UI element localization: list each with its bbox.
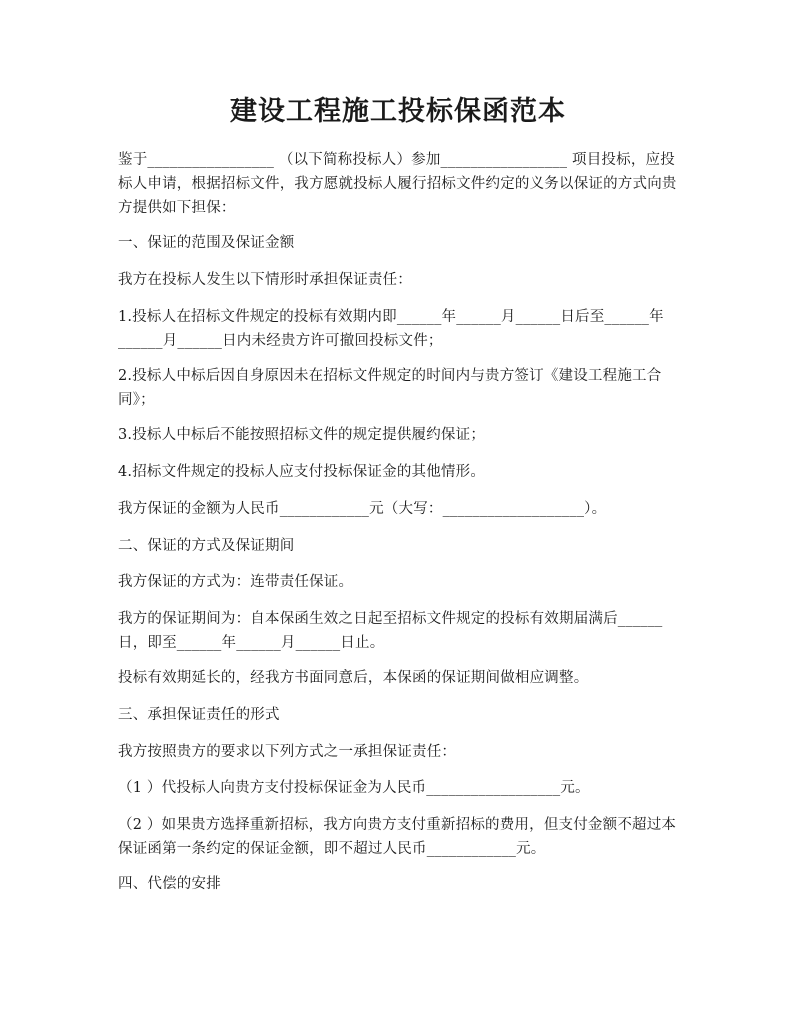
list-item-2: 2.投标人中标后因自身原因未在招标文件规定的时间内与贵方签订《建设工程施工合同》； <box>118 368 662 408</box>
section-heading-1: 一、保证的范围及保证金额 <box>118 235 295 251</box>
document-title: 建设工程施工投标保函范本 <box>230 96 566 127</box>
list-item-1: 1.投标人在招标文件规定的投标有效期内即______年______月______日后至______年______月______日内未经贵方许可撤回投标文件； <box>118 309 664 349</box>
list-item-4: 4.招标文件规定的投标人应支付投标保证金的其他情形。 <box>118 464 486 480</box>
paragraph: 我方按照贵方的要求以下列方式之一承担保证责任： <box>118 744 457 760</box>
list-item-option-2: （2 ）如果贵方选择重新招标，我方向贵方支付重新招标的费用，但支付金额不超过本保证函第一条约定的保证金额，即不超过人民币____________元。 <box>118 817 677 857</box>
section-heading-4: 四、代偿的安排 <box>118 876 221 892</box>
section-heading-2: 二、保证的方式及保证期间 <box>118 538 295 554</box>
paragraph: 我方在投标人发生以下情形时承担保证责任： <box>118 272 412 288</box>
section-heading-3: 三、承担保证责任的形式 <box>118 707 280 723</box>
paragraph-intro: 鉴于_________________ （以下简称投标人）参加_________________ 项目投标，应投标人申请，根据招标文件，我方愿就投标人履行招标文件约定的义务以保证的方式向贵方提供如下担保： <box>118 152 677 216</box>
list-item-3: 3.投标人中标后不能按照招标文件的规定提供履约保证； <box>118 427 486 443</box>
paragraph-period: 我方的保证期间为：自本保函生效之日起至招标文件规定的投标有效期届满后______日，即至______年______月______日止。 <box>118 611 663 651</box>
list-item-option-1: （1 ）代投标人向贵方支付投标保证金为人民币__________________元。 <box>118 780 590 796</box>
paragraph: 投标有效期延长的，经我方书面同意后，本保函的保证期间做相应调整。 <box>118 670 589 686</box>
paragraph: 我方保证的方式为：连带责任保证。 <box>118 574 354 590</box>
paragraph-amount: 我方保证的金额为人民币____________元（大写：___________________）。 <box>118 501 607 517</box>
